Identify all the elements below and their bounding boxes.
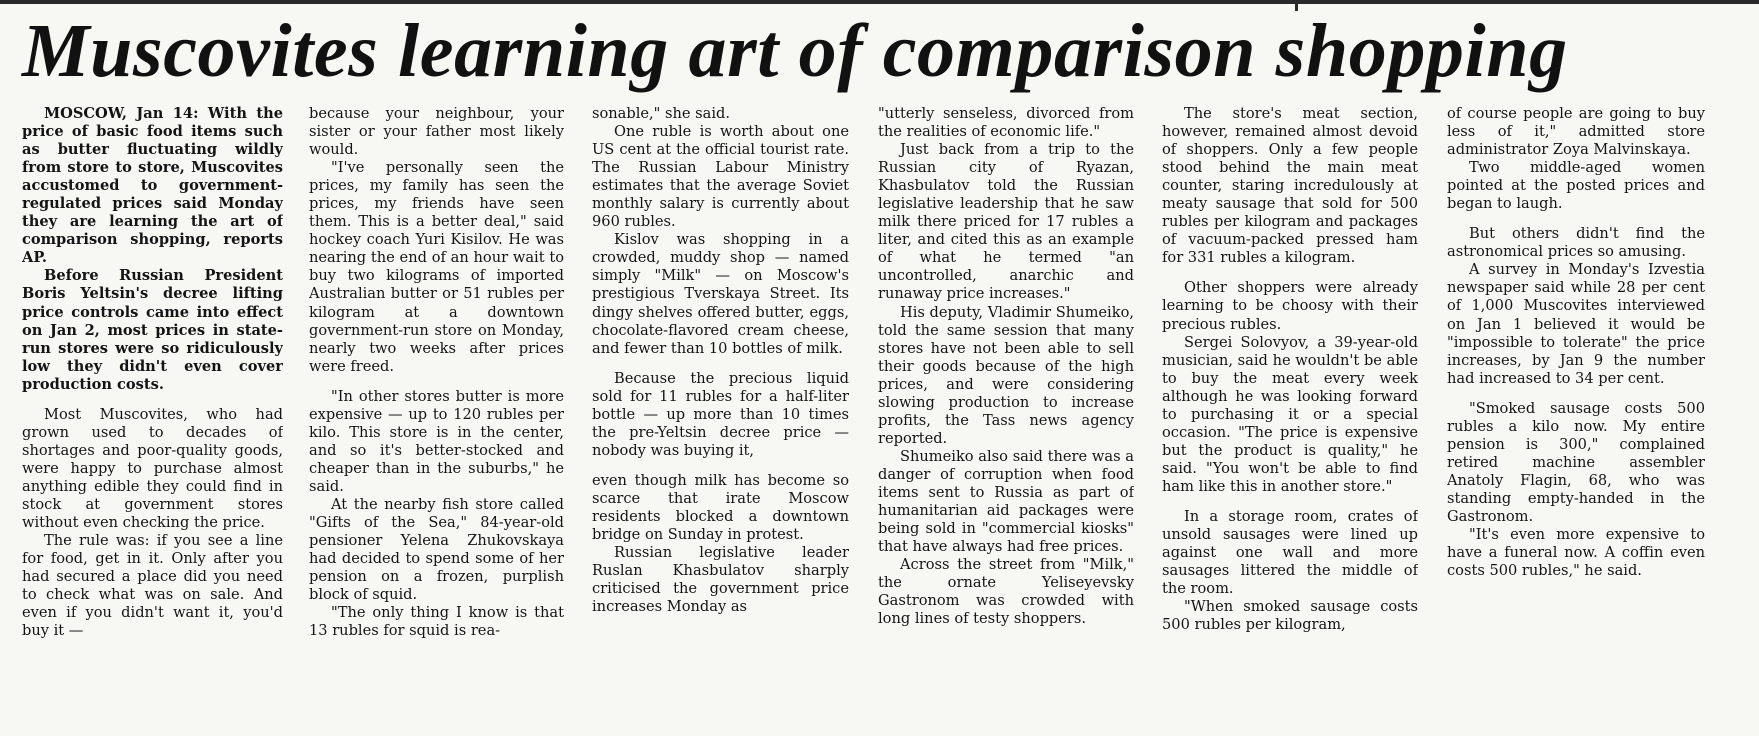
paragraph: "I've personally seen the prices, my family has seen the prices, my friends have seen them. This is a better deal," said hockey coach Yuri Kisilov. He was nearing the end of an hour wait to buy two kilograms of imported Australian butter or 51 rubles per kilogram at a downtown government-run store on Monday, nearly two weeks after prices were freed. xyxy=(309,159,564,375)
paragraph: Sergei Solovyov, a 39-year-old musician, said he wouldn't be able to buy the meat every week although he was looking forward to purchasing it or a special occasion. "The price is expensive but the product is quality," he said. "You won't be able to find ham like this in another store." xyxy=(1162,333,1418,495)
paragraph: But others didn't find the astronomical prices so amusing. xyxy=(1447,225,1705,261)
paragraph: "Smoked sausage costs 500 rubles a kilo now. My entire pension is 300," complained retired machine assembler Anatoly Flagin, 68, who was standing empty-handed in the Gastronom. xyxy=(1447,399,1705,525)
paragraph: A survey in Monday's Izvestia newspaper said while 28 per cent of 1,000 Muscovites interviewed on Jan 1 believed it would be "impossible to tolerate" the price increases, by Jan 9 the number had increased to 34 per cent. xyxy=(1447,261,1705,387)
paragraph: Kislov was shopping in a crowded, muddy shop — named simply "Milk" — on Moscow's prestigious Tverskaya Street. Its dingy shelves offered butter, eggs, chocolate-flavored cream cheese, and fewer than 10 bottles of milk. xyxy=(592,231,849,357)
paragraph: At the nearby fish store called "Gifts of the Sea," 84-year-old pensioner Yelena Zhukovskaya had decided to spend some of her pension on a frozen, purplish block of squid. xyxy=(309,495,564,604)
dateline: MOSCOW, Jan 14: xyxy=(44,105,199,122)
paragraph: Shumeiko also said there was a danger of corruption when food items sent to Russia as part of humanitarian aid packages were being sold in "commercial kiosks" that have always had free prices. xyxy=(878,447,1134,556)
paragraph: Other shoppers were already learning to be choosy with their precious rubles. xyxy=(1162,279,1418,333)
paragraph: Across the street from "Milk," the ornate Yeliseyevsky Gastronom was crowded with long lines of testy shoppers. xyxy=(878,556,1134,628)
paragraph: because your neighbour, your sister or your father most likely would. xyxy=(309,105,564,159)
paragraph: His deputy, Vladimir Shumeiko, told the same session that many stores have not been able to sell their goods because of the high prices, and were considering slowing production to increase profits, the Tass news agency reported. xyxy=(878,303,1134,447)
paragraph: "The only thing I know is that 13 rubles for squid is rea- xyxy=(309,604,564,640)
paragraph: "When smoked sausage costs 500 rubles per kilogram, xyxy=(1162,598,1418,634)
paragraph: sonable," she said. xyxy=(592,105,731,122)
column-5 xyxy=(1162,105,1418,695)
column-6 xyxy=(1447,105,1705,695)
paragraph: The store's meat section, however, remained almost devoid of shoppers. Only a few people stood behind the main meat counter, staring incredulously at meaty sausage that sold for 500 rubles per kilogram and packages of vacuum-packed pressed ham for 331 rubles a kilogram. xyxy=(1162,105,1418,267)
paragraph xyxy=(22,105,283,267)
paragraph: Before Russian President Boris Yeltsin's decree lifting price controls came into effect on Jan 2, most prices in state-run stores were so ridiculously low they didn't even cover production costs. xyxy=(22,267,283,393)
top-rule xyxy=(0,0,1759,4)
paragraph: "It's even more expensive to have a funeral now. A coffin even costs 500 rubles," he said. xyxy=(1447,526,1705,580)
column-4 xyxy=(878,105,1134,695)
paragraph: Most Muscovites, who had grown used to decades of shortages and poor-quality goods, were happy to purchase almost anything edible they could find in stock at government stores without even checking the price. xyxy=(22,405,283,532)
paragraph: of course people are going to buy less of it," admitted store administrator Zoya Malvinskaya. xyxy=(1447,105,1705,159)
paragraph: The rule was: if you see a line for food, get in it. Only after you had secured a place did you need to check what was on sale. And even if you didn't want it, you'd buy it — xyxy=(22,532,283,640)
article-body xyxy=(22,105,1742,695)
paragraph: even though milk has become so scarce that irate Moscow residents blocked a downtown bridge on Sunday in protest. xyxy=(592,471,849,544)
paragraph: Just back from a trip to the Russian city of Ryazan, Khasbulatov told the Russian legislative leadership that he saw milk there priced for 17 rubles a liter, and cited this as an example of what he termed "an uncontrolled, anarchic and runaway price increases." xyxy=(878,141,1134,303)
column-1 xyxy=(22,105,283,695)
paragraph: "utterly senseless, divorced from the realities of economic life." xyxy=(878,105,1134,141)
paragraph: Russian legislative leader Ruslan Khasbulatov sharply criticised the government price increases Monday as xyxy=(592,544,849,616)
paragraph: Two middle-aged women pointed at the posted prices and began to laugh. xyxy=(1447,159,1705,213)
paragraph: In a storage room, crates of unsold sausages were lined up against one wall and more sausages littered the middle of the room. xyxy=(1162,507,1418,598)
paragraph: Because the precious liquid sold for 11 rubles for a half-liter bottle — up more than 10 times the pre-Yeltsin decree price — nobody was buying it, xyxy=(592,369,849,459)
column-3 xyxy=(592,105,849,695)
paragraph: "In other stores butter is more expensive — up to 120 rubles per kilo. This store is in the center, and so it's better-stocked and cheaper than in the suburbs," he said. xyxy=(309,387,564,495)
headline: Muscovites learning art of comparison shopping xyxy=(22,9,1568,93)
paragraph-text: With the price of basic food items such as butter fluctuating wildly from store to store, Muscovites accustomed to government-regulated prices said Monday they are learning the art of comparison shopping, reports AP. xyxy=(22,105,283,267)
column-2 xyxy=(309,105,564,695)
paragraph: One ruble is worth about one US cent at the official tourist rate. The Russian Labour Ministry estimates that the average Soviet monthly salary is currently about 960 rubles. xyxy=(592,123,849,231)
